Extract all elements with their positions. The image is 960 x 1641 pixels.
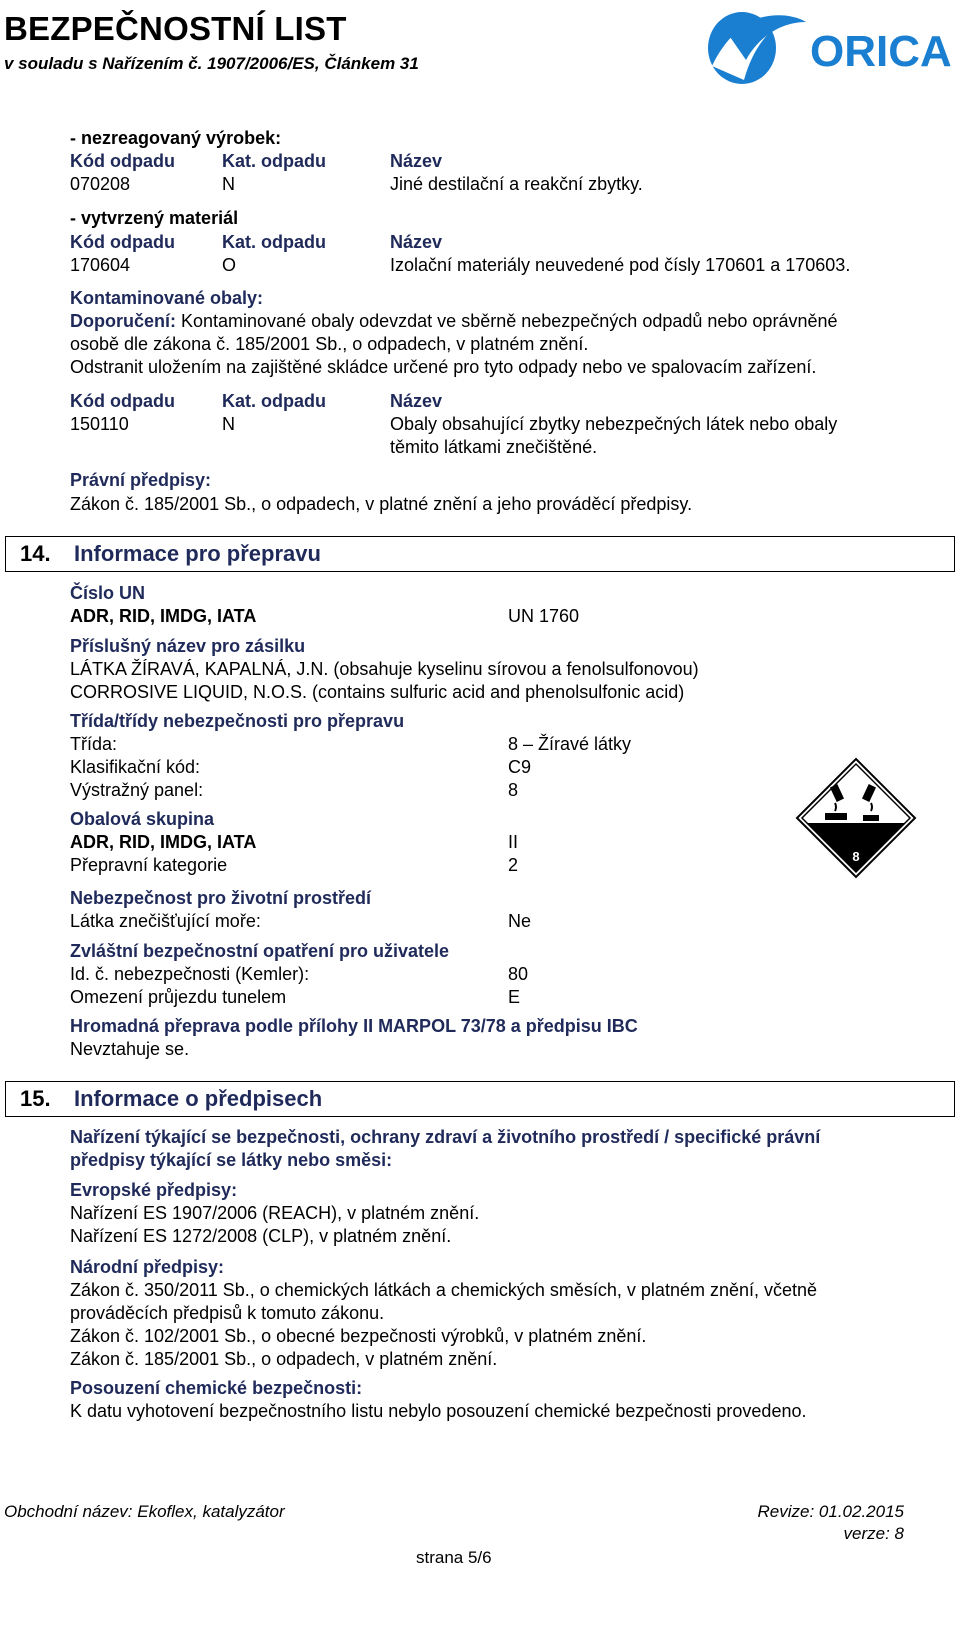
un-modes: ADR, RID, IMDG, IATA (70, 606, 257, 626)
chemical-safety-heading: Posouzení chemické bezpečnosti: (70, 1378, 363, 1398)
regulations-heading-line-1: Nařízení týkající se bezpečnosti, ochrany zdraví a životního prostředí / specifické právní (70, 1127, 821, 1147)
bulk-heading: Hromadná přeprava podle přílohy II MARPOL 73/78 a předpisu IBC (70, 1016, 638, 1036)
un-number: UN 1760 (508, 606, 580, 626)
regulations-heading-line-2: předpisy týkající se látky nebo směsi: (70, 1150, 393, 1170)
tunnel-value: E (508, 987, 521, 1007)
legal-heading: Právní předpisy: (70, 470, 212, 490)
chemical-safety-text: K datu vyhotovení bezpečnostního listu nebylo posouzení chemické bezpečnosti provedeno. (70, 1401, 807, 1421)
class-heading: Třída/třídy nebezpečnosti pro přepravu (70, 711, 405, 731)
document-subtitle: v souladu s Nařízením č. 1907/2006/ES, Článkem 31 (4, 54, 419, 73)
unreacted-heading: - nezreagovaný výrobek: (70, 128, 282, 148)
recommendation-text (70, 311, 838, 332)
class-code-value: C9 (508, 757, 532, 777)
document-title: BEZPEČNOSTNÍ LIST (4, 10, 347, 47)
national-regulations-heading: Národní předpisy: (70, 1257, 225, 1277)
class-code-label: Klasifikační kód: (70, 757, 201, 777)
packing-value: II (508, 832, 519, 852)
env-heading: Nebezpečnost pro životní prostředí (70, 888, 372, 908)
recommendation-label: Doporučení: (70, 311, 176, 331)
section-title: Informace pro přepravu (74, 541, 321, 566)
waste-category: N (222, 174, 235, 194)
panel-value: 8 (508, 780, 519, 800)
orica-logo-icon (702, 4, 960, 92)
section-14-header (5, 536, 955, 572)
class-value: 8 – Žíravé látky (508, 734, 632, 754)
version: verze: 8 (843, 1524, 904, 1543)
eu-regulations-heading: Evropské předpisy: (70, 1180, 238, 1200)
waste-name: Jiné destilační a reakční zbytky. (390, 174, 643, 194)
col-cat-header: Kat. odpadu (222, 391, 326, 411)
contaminated-heading: Kontaminované obaly: (70, 288, 264, 308)
waste-code: 170604 (70, 255, 131, 275)
col-name-header: Název (390, 232, 443, 252)
kemler-label: Id. č. nebezpečnosti (Kemler): (70, 964, 310, 984)
tunnel-label: Omezení průjezdu tunelem (70, 987, 287, 1007)
precautions-heading: Zvláštní bezpečnostní opatření pro uživatele (70, 941, 450, 961)
bulk-value: Nevztahuje se. (70, 1039, 190, 1059)
packing-modes: ADR, RID, IMDG, IATA (70, 832, 257, 852)
section-number: 14. (20, 541, 51, 566)
transport-category-value: 2 (508, 855, 519, 875)
national-regulation-item: Zákon č. 102/2001 Sb., o obecné bezpečnosti výrobků, v platném znění. (70, 1326, 647, 1346)
waste-name: Izolační materiály neuvedené pod čísly 170601 a 170603. (390, 255, 851, 275)
col-name-header: Název (390, 391, 443, 411)
revision-date: Revize: 01.02.2015 (757, 1502, 904, 1521)
marine-label: Látka znečišťující moře: (70, 911, 261, 931)
legal-text: Zákon č. 185/2001 Sb., o odpadech, v platné znění a jeho prováděcí předpisy. (70, 494, 693, 514)
col-code-header: Kód odpadu (70, 151, 175, 171)
col-cat-header: Kat. odpadu (222, 232, 326, 252)
col-code-header: Kód odpadu (70, 232, 175, 252)
section-title: Informace o předpisech (74, 1086, 323, 1111)
un-heading: Číslo UN (70, 583, 146, 603)
shipping-name-en: CORROSIVE LIQUID, N.O.S. (contains sulfuric acid and phenolsulfonic acid) (70, 682, 685, 702)
shipping-name-cz: LÁTKA ŽÍRAVÁ, KAPALNÁ, J.N. (obsahuje kyselinu sírovou a fenolsulfonovou) (70, 659, 699, 679)
waste-name: Obaly obsahující zbytky nebezpečných látek nebo obaly (390, 414, 838, 434)
kemler-value: 80 (508, 964, 529, 984)
page-number: strana 5/6 (416, 1548, 492, 1567)
marine-value: Ne (508, 911, 532, 931)
section-number: 15. (20, 1086, 51, 1111)
waste-category: O (222, 255, 237, 275)
hazard-class-number: 8 (852, 849, 860, 864)
corrosive-hazard-icon (795, 757, 917, 879)
cured-heading: - vytvrzený materiál (70, 208, 239, 228)
national-regulation-item-cont: prováděcích předpisů k tomuto zákonu. (70, 1303, 385, 1323)
waste-code: 070208 (70, 174, 131, 194)
recommendation-line-3: Odstranit uložením na zajištěné skládce určené pro tyto odpady nebo ve spalovacím zařízení. (70, 357, 817, 377)
recommendation-line-2: osobě dle zákona č. 185/2001 Sb., o odpadech, v platném znění. (70, 334, 589, 354)
waste-name-cont: těmito látkami znečištěné. (390, 437, 598, 457)
col-cat-header: Kat. odpadu (222, 151, 326, 171)
transport-category-label: Přepravní kategorie (70, 855, 228, 875)
panel-label: Výstražný panel: (70, 780, 204, 800)
shipping-name-heading: Příslušný název pro zásilku (70, 636, 306, 656)
waste-code: 150110 (70, 414, 129, 434)
logo-text: ORICA (810, 27, 952, 76)
eu-regulation-item: Nařízení ES 1907/2006 (REACH), v platném znění. (70, 1203, 480, 1223)
class-label: Třída: (70, 734, 118, 754)
recommendation-line-1: Kontaminované obaly odevzdat ve sběrně nebezpečných odpadů nebo oprávněné (176, 311, 838, 331)
national-regulation-item: Zákon č. 350/2011 Sb., o chemických látkách a chemických směsích, v platném znění, včetně (70, 1280, 818, 1300)
waste-category: N (222, 414, 235, 434)
section-15-header (5, 1081, 955, 1117)
eu-regulation-item: Nařízení ES 1272/2008 (CLP), v platném znění. (70, 1226, 452, 1246)
trade-name: Obchodní název: Ekoflex, katalyzátor (4, 1502, 285, 1521)
packing-heading: Obalová skupina (70, 809, 215, 829)
col-code-header: Kód odpadu (70, 391, 175, 411)
col-name-header: Název (390, 151, 443, 171)
national-regulation-item: Zákon č. 185/2001 Sb., o odpadech, v platném znění. (70, 1349, 498, 1369)
